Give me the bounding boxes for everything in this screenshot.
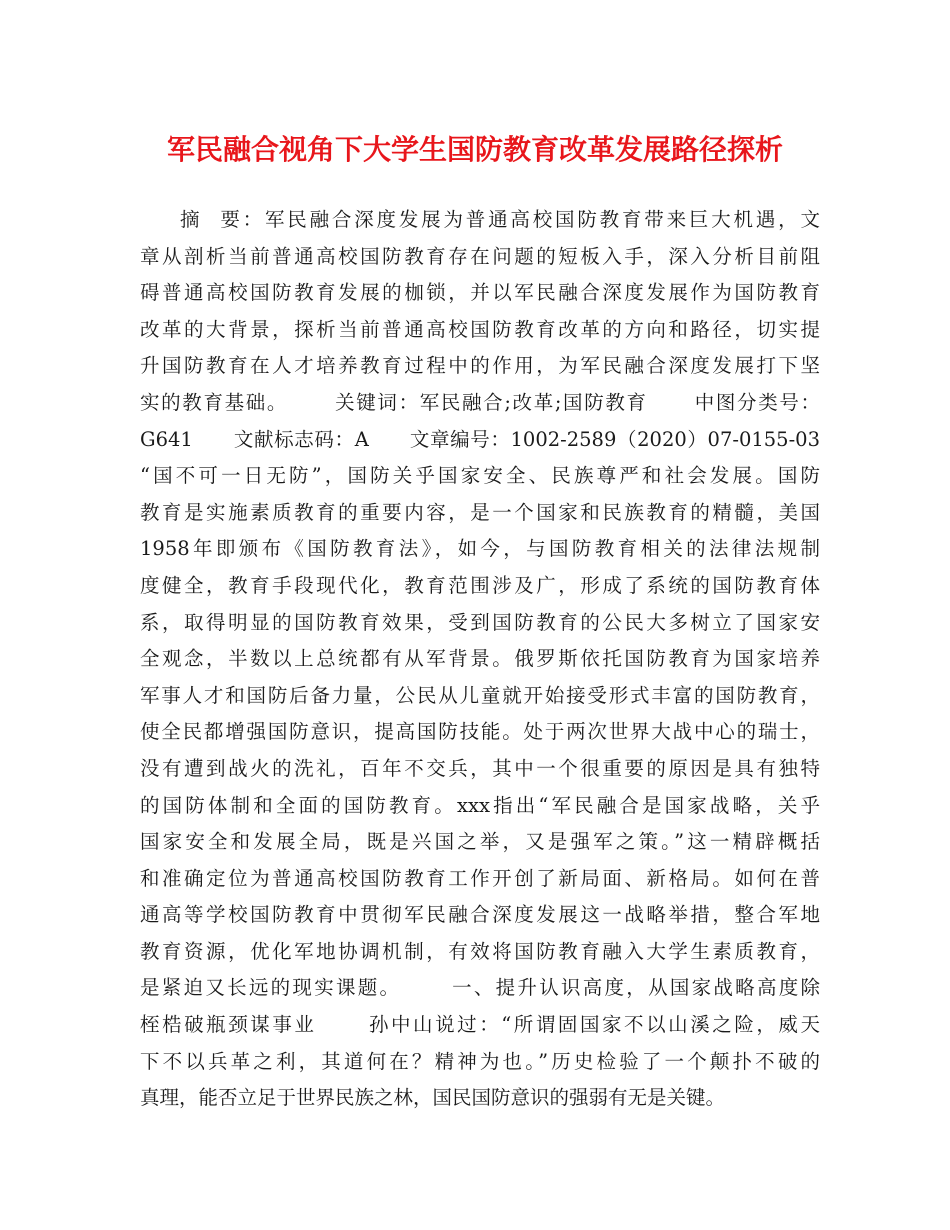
body-line: 摘 要：军民融合深度发展为普通高校国防教育带来巨大机遇，文 xyxy=(180,208,820,231)
body-line: 和准确定位为普通高校国防教育工作开创了新局面、新格局。如何在普 xyxy=(140,866,820,890)
body-line: 全观念，半数以上总统都有从军背景。俄罗斯依托国防教育为国家培养 xyxy=(140,647,820,671)
body-line: 没有遭到战火的洗礼，百年不交兵，其中一个很重要的原因是具有独特 xyxy=(140,756,820,780)
body-line: 碍普通高校国防教育发展的枷锁，并以军民融合深度发展作为国防教育 xyxy=(140,281,820,305)
body-line: 章从剖析当前普通高校国防教育存在问题的短板入手，深入分析目前阻 xyxy=(140,244,820,268)
body-line: “国不可一日无防”，国防关乎国家安全、民族尊严和社会发展。国防 xyxy=(140,464,820,488)
body-line: 度健全，教育手段现代化，教育范围涉及广，形成了系统的国防教育体 xyxy=(140,573,820,597)
body-line: 使全民都增强国防意识，提高国防技能。处于两次世界大战中心的瑞士， xyxy=(140,720,820,744)
body-line: G641 文献标志码：A 文章编号：1002-2589（2020）07-0155-03 xyxy=(140,427,820,451)
body-line: 教育是实施素质教育的重要内容，是一个国家和民族教育的精髓，美国 xyxy=(140,500,820,524)
body-line: 升国防教育在人才培养教育过程中的作用，为军民融合深度发展打下坚 xyxy=(140,354,820,378)
body-line: 教育资源，优化军地协调机制，有效将国防教育融入大学生素质教育， xyxy=(140,939,820,963)
body-line: 1958年即颁布《国防教育法》，如今，与国防教育相关的法律法规制 xyxy=(140,537,820,561)
body-line: 是紧迫又长远的现实课题。 一、提升认识高度，从国家战略高度除 xyxy=(140,976,820,1000)
body-line: 真理，能否立足于世界民族之林，国民国防意识的强弱有无是关键。 xyxy=(140,1086,726,1110)
body-line: 实的教育基础。 关键词：军民融合;改革;国防教育 中图分类号： xyxy=(140,390,820,414)
document-body xyxy=(140,202,820,1117)
body-line: 通高等学校国防教育中贯彻军民融合深度发展这一战略举措，整合军地 xyxy=(140,903,820,927)
body-line: 国家安全和发展全局，既是兴国之举，又是强军之策。”这一精辟概括 xyxy=(140,830,820,854)
body-line: 系，取得明显的国防教育效果，受到国防教育的公民大多树立了国家安 xyxy=(140,610,820,634)
body-line: 的国防体制和全面的国防教育。xxx指出“军民融合是国家战略，关乎 xyxy=(140,793,820,817)
body-line: 军事人才和国防后备力量，公民从儿童就开始接受形式丰富的国防教育， xyxy=(140,683,820,707)
body-line: 下不以兵革之利，其道何在？精神为也。”历史检验了一个颠扑不破的 xyxy=(140,1049,820,1073)
document-title: 军民融合视角下大学生国防教育改革发展路径探析 xyxy=(166,133,783,166)
body-line: 桎梏破瓶颈谋事业 孙中山说过：“所谓固国家不以山溪之险，威天 xyxy=(140,1013,820,1037)
body-line: 改革的大背景，探析当前普通高校国防教育改革的方向和路径，切实提 xyxy=(140,317,820,341)
